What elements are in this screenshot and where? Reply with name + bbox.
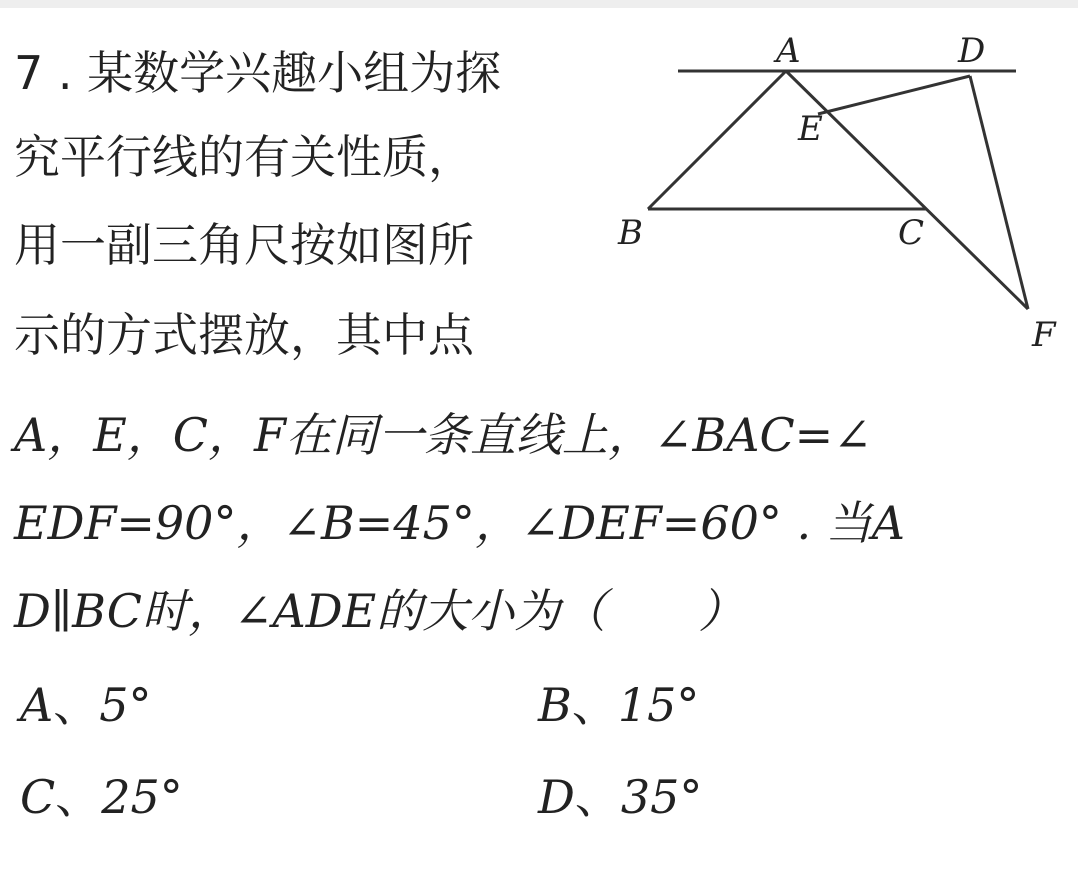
option-c-separator: 、 xyxy=(55,770,102,824)
option-d[interactable] xyxy=(538,762,702,832)
line-a-f xyxy=(786,71,1028,309)
option-c[interactable] xyxy=(20,762,183,832)
segment-d-e xyxy=(818,76,970,114)
option-d-separator: 、 xyxy=(574,770,621,824)
option-b-letter: B xyxy=(538,678,572,732)
question-text-line-1: 7 . 某数学兴趣小组为探 xyxy=(14,46,502,100)
label-e: E xyxy=(798,109,823,149)
question-text-line-7: D∥BC时，∠ADE的大小为（ ） xyxy=(14,584,745,638)
option-a[interactable] xyxy=(20,670,152,740)
label-c: C xyxy=(898,213,925,253)
label-a: A xyxy=(776,31,801,71)
option-b-separator: 、 xyxy=(571,678,618,732)
option-a-letter: A xyxy=(20,678,54,732)
question-text-line-3: 用一副三角尺按如图所 xyxy=(14,218,474,272)
label-b: B xyxy=(618,213,643,253)
option-b[interactable] xyxy=(538,670,699,740)
option-a-value: 5° xyxy=(99,678,152,732)
top-divider xyxy=(0,0,1078,8)
geometry-figure xyxy=(600,20,1078,370)
option-d-letter: D xyxy=(538,770,575,824)
question-text-line-4: 示的方式摆放，其中点 xyxy=(14,308,474,362)
option-a-separator: 、 xyxy=(53,678,100,732)
option-d-value: 35° xyxy=(620,770,703,824)
option-c-letter: C xyxy=(20,770,56,824)
label-f: F xyxy=(1032,315,1056,355)
question-text-line-2: 究平行线的有关性质， xyxy=(14,130,474,184)
option-c-value: 25° xyxy=(101,770,183,824)
question-text-line-6: EDF=90°，∠B=45°，∠DEF=60° . 当A xyxy=(14,496,905,550)
option-b-value: 15° xyxy=(617,678,700,732)
question-text-line-5: A，E，C，F在同一条直线上，∠BAC=∠ xyxy=(14,408,872,462)
segment-a-b xyxy=(648,71,786,209)
label-d: D xyxy=(958,31,986,71)
segment-d-f xyxy=(970,76,1028,309)
